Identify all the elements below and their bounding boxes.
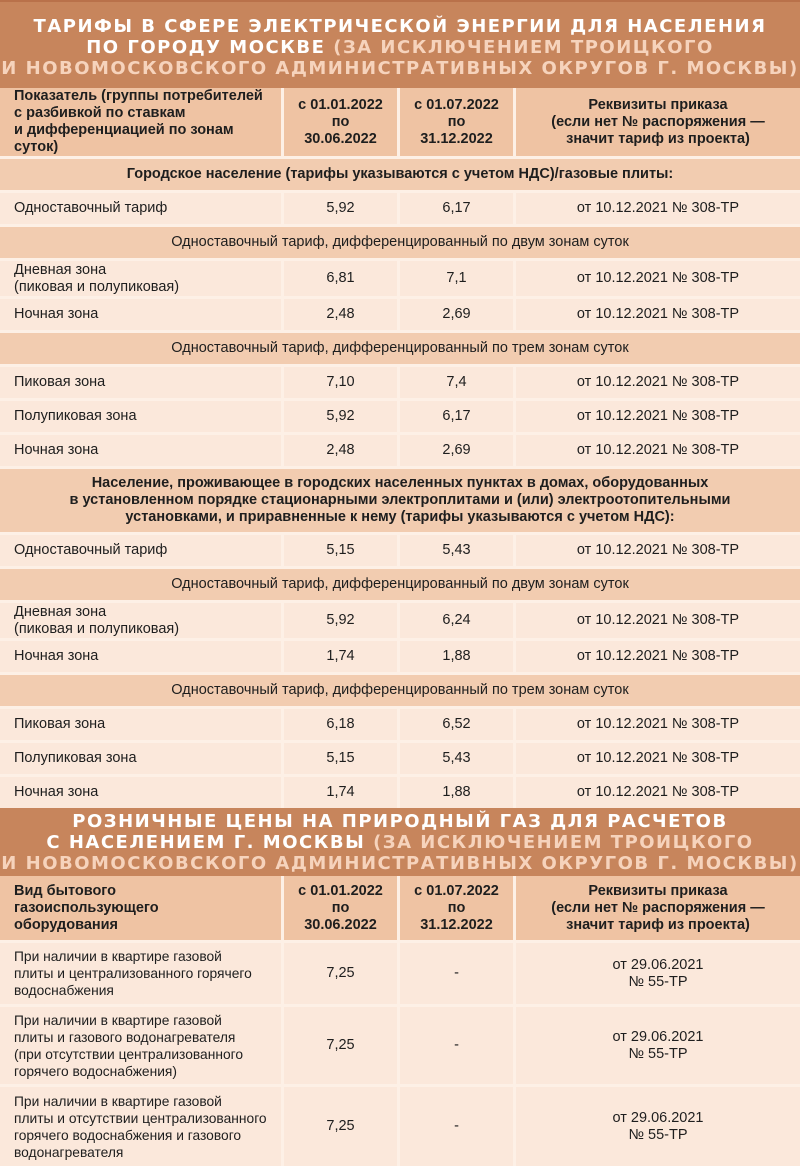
gas-col-header-period1: с 01.01.2022 по 30.06.2022	[284, 876, 400, 940]
electricity-table	[0, 88, 800, 808]
tariff-value-period1: 6,18	[284, 706, 400, 740]
tariff-value-period2: 6,17	[400, 190, 516, 224]
gas-price-period2: -	[400, 1084, 516, 1166]
electricity-title-line2-dim: (ЗА ИСКЛЮЧЕНИЕМ ТРОИЦКОГО	[325, 36, 714, 58]
gas-order-reference: от 29.06.2021 № 55-ТР	[516, 1084, 800, 1166]
gas-title-line2-dim: (ЗА ИСКЛЮЧЕНИЕМ ТРОИЦКОГО	[365, 831, 754, 853]
col-header-order: Реквизиты приказа (если нет № распоряжения — значит тариф из проекта)	[516, 88, 800, 156]
gas-order-reference: от 29.06.2021 № 55-ТР	[516, 1004, 800, 1084]
section-header-row	[0, 156, 800, 190]
tariff-label: Пиковая зона	[0, 364, 284, 398]
section-header-row	[0, 672, 800, 706]
gas-price-period1: 7,25	[284, 940, 400, 1004]
tariff-value-period1: 6,81	[284, 258, 400, 296]
tariff-value-period2: 5,43	[400, 740, 516, 774]
tariff-row	[0, 190, 800, 224]
tariff-value-period1: 2,48	[284, 432, 400, 466]
section-header-text: Население, проживающее в городских населенных пунктах в домах, оборудованных в установленном порядке стационарными электроплитами и (или) электроотопительными установками, и приравненные к нему (тарифы указываются с учетом НДС):	[0, 466, 800, 532]
section-header-row	[0, 466, 800, 532]
section-header-text: Одноставочный тариф, дифференцированный по двум зонам суток	[0, 566, 800, 600]
electricity-title-line2-main: ПО ГОРОДУ МОСКВЕ	[86, 36, 326, 58]
tariff-label: Полупиковая зона	[0, 398, 284, 432]
order-reference: от 10.12.2021 № 308-ТР	[516, 296, 800, 330]
tariff-value-period2: 2,69	[400, 296, 516, 330]
tariff-label: Одноставочный тариф	[0, 532, 284, 566]
electricity-title-line1: ТАРИФЫ В СФЕРЕ ЭЛЕКТРИЧЕСКОЙ ЭНЕРГИИ ДЛЯ НАСЕЛЕНИЯ	[33, 15, 767, 37]
gas-price-period1: 7,25	[284, 1084, 400, 1166]
col-header-indicator: Показатель (группы потребителей с разбивкой по ставкам и дифференциацией по зонам суток)	[0, 88, 284, 156]
tariff-label: Ночная зона	[0, 296, 284, 330]
gas-table	[0, 876, 800, 1166]
order-reference: от 10.12.2021 № 308-ТР	[516, 398, 800, 432]
order-reference: от 10.12.2021 № 308-ТР	[516, 774, 800, 808]
tariff-value-period2: 2,69	[400, 432, 516, 466]
order-reference: от 10.12.2021 № 308-ТР	[516, 432, 800, 466]
tariff-value-period2: 7,1	[400, 258, 516, 296]
order-reference: от 10.12.2021 № 308-ТР	[516, 364, 800, 398]
tariff-row	[0, 296, 800, 330]
electricity-header-row	[0, 88, 800, 156]
tariff-value-period1: 1,74	[284, 638, 400, 672]
order-reference: от 10.12.2021 № 308-ТР	[516, 706, 800, 740]
gas-title	[0, 808, 800, 876]
tariff-row	[0, 258, 800, 296]
gas-title-line2-main: С НАСЕЛЕНИЕМ Г. МОСКВЫ	[46, 831, 366, 853]
tariff-label: Дневная зона (пиковая и полупиковая)	[0, 258, 284, 296]
col-header-period1: с 01.01.2022 по 30.06.2022	[284, 88, 400, 156]
gas-header-row	[0, 876, 800, 940]
tariff-value-period2: 7,4	[400, 364, 516, 398]
tariff-value-period1: 5,15	[284, 532, 400, 566]
section-header-row	[0, 330, 800, 364]
gas-title-line2	[0, 832, 800, 853]
tariff-row	[0, 364, 800, 398]
order-reference: от 10.12.2021 № 308-ТР	[516, 532, 800, 566]
gas-title-line3: И НОВОМОСКОВСКОГО АДМИНИСТРАТИВНЫХ ОКРУГОВ Г. МОСКВЫ)	[1, 852, 799, 874]
tariff-value-period1: 7,10	[284, 364, 400, 398]
gas-col-header-period2: с 01.07.2022 по 31.12.2022	[400, 876, 516, 940]
tariff-value-period2: 5,43	[400, 532, 516, 566]
tariff-value-period1: 5,92	[284, 600, 400, 638]
order-reference: от 10.12.2021 № 308-ТР	[516, 600, 800, 638]
tariff-row	[0, 706, 800, 740]
order-reference: от 10.12.2021 № 308-ТР	[516, 190, 800, 224]
gas-col-header-order: Реквизиты приказа (если нет № распоряжения — значит тариф из проекта)	[516, 876, 800, 940]
equipment-label: При наличии в квартире газовой плиты и централизованного горячего водоснабжения	[0, 940, 284, 1004]
gas-title-line1: РОЗНИЧНЫЕ ЦЕНЫ НА ПРИРОДНЫЙ ГАЗ ДЛЯ РАСЧЕТОВ	[72, 810, 728, 832]
section-header-text: Городское население (тарифы указываются с учетом НДС)/газовые плиты:	[0, 156, 800, 190]
gas-price-row	[0, 1084, 800, 1166]
gas-price-row	[0, 1004, 800, 1084]
order-reference: от 10.12.2021 № 308-ТР	[516, 740, 800, 774]
tariff-value-period1: 1,74	[284, 774, 400, 808]
section-header-row	[0, 224, 800, 258]
tariff-value-period2: 1,88	[400, 774, 516, 808]
tariff-label: Дневная зона (пиковая и полупиковая)	[0, 600, 284, 638]
equipment-label: При наличии в квартире газовой плиты и газового водонагревателя (при отсутствии централизованного горячего водоснабжения)	[0, 1004, 284, 1084]
tariff-value-period2: 6,24	[400, 600, 516, 638]
section-header-text: Одноставочный тариф, дифференцированный по трем зонам суток	[0, 330, 800, 364]
tariff-label: Ночная зона	[0, 774, 284, 808]
tariff-value-period1: 2,48	[284, 296, 400, 330]
tariff-row	[0, 398, 800, 432]
tariff-label: Полупиковая зона	[0, 740, 284, 774]
tariff-label: Ночная зона	[0, 432, 284, 466]
gas-price-period1: 7,25	[284, 1004, 400, 1084]
equipment-label: При наличии в квартире газовой плиты и отсутствии централизованного горячего водоснабжения и газового водонагревателя	[0, 1084, 284, 1166]
electricity-title-line3: И НОВОМОСКОВСКОГО АДМИНИСТРАТИВНЫХ ОКРУГОВ Г. МОСКВЫ)	[1, 57, 799, 79]
tariff-row	[0, 774, 800, 808]
order-reference: от 10.12.2021 № 308-ТР	[516, 258, 800, 296]
gas-col-header-equipment: Вид бытового газоиспользующего оборудования	[0, 876, 284, 940]
tariff-row	[0, 432, 800, 466]
tariff-row	[0, 532, 800, 566]
gas-order-reference: от 29.06.2021 № 55-ТР	[516, 940, 800, 1004]
gas-price-period2: -	[400, 940, 516, 1004]
gas-price-period2: -	[400, 1004, 516, 1084]
section-header-text: Одноставочный тариф, дифференцированный по трем зонам суток	[0, 672, 800, 706]
tariff-value-period2: 6,17	[400, 398, 516, 432]
tariff-value-period1: 5,92	[284, 398, 400, 432]
tariff-row	[0, 638, 800, 672]
tariff-value-period1: 5,15	[284, 740, 400, 774]
electricity-title-line2	[0, 37, 800, 58]
tariff-row	[0, 600, 800, 638]
tariff-value-period2: 6,52	[400, 706, 516, 740]
tariff-row	[0, 740, 800, 774]
tariff-label: Пиковая зона	[0, 706, 284, 740]
section-header-text: Одноставочный тариф, дифференцированный по двум зонам суток	[0, 224, 800, 258]
tariff-value-period2: 1,88	[400, 638, 516, 672]
order-reference: от 10.12.2021 № 308-ТР	[516, 638, 800, 672]
section-header-row	[0, 566, 800, 600]
tariff-label: Ночная зона	[0, 638, 284, 672]
tariff-value-period1: 5,92	[284, 190, 400, 224]
gas-price-row	[0, 940, 800, 1004]
tariff-label: Одноставочный тариф	[0, 190, 284, 224]
col-header-period2: с 01.07.2022 по 31.12.2022	[400, 88, 516, 156]
electricity-title	[0, 2, 800, 88]
